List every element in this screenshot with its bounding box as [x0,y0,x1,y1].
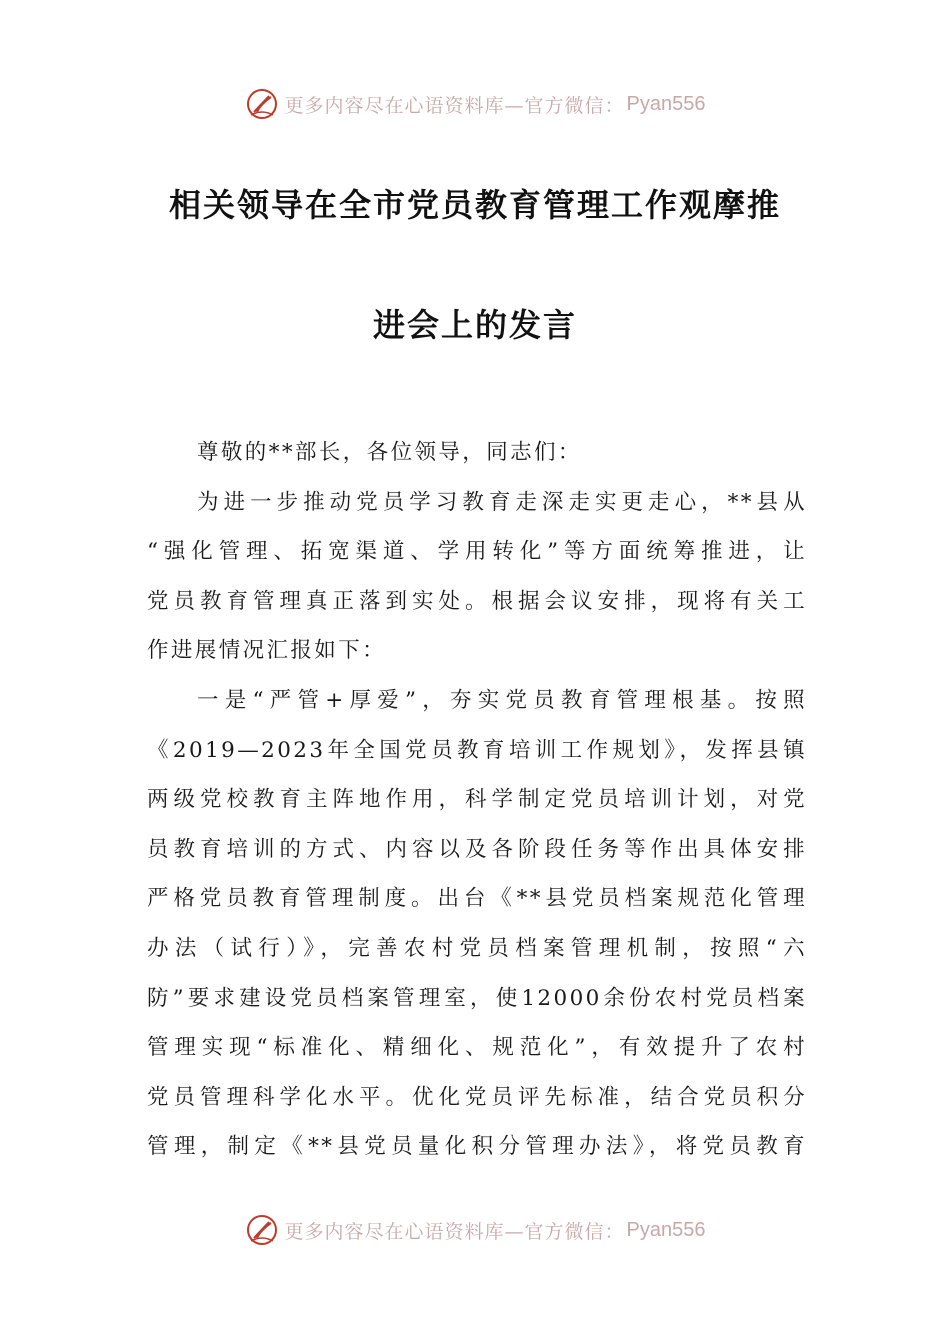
body-line: 作进展情况汇报如下： [147,638,387,664]
body-line: “强化管理、拓宽渠道、学用转化”等方面统筹推进，让 [147,539,807,565]
body-line: 办法（试行）》，完善农村党员档案管理机制，按照“六 [147,935,807,961]
document-body [147,428,807,1172]
body-line: 员教育培训的方式、内容以及各阶段任务等作出具体安排 [147,836,807,862]
watermark-wechat-id: Pyan556 [626,92,706,115]
body-line: 一是“严管+厚爱”，夯实党员教育管理根基。按照 [197,687,807,713]
watermark-text: 更多内容尽在心语资料库—官方微信： [284,94,625,117]
body-line: 尊敬的**部长，各位领导，同志们： [197,440,582,465]
document-title-line-1: 相关领导在全市党员教育管理工作观摩推 [168,186,781,224]
body-line: 党员管理科学化水平。优化党员评先标准，结合党员积分 [147,1084,807,1110]
quill-logo-icon [245,1213,279,1247]
document-title-line-2: 进会上的发言 [372,306,577,344]
body-line: 管理实现“标准化、精细化、规范化”，有效提升了农村 [147,1035,807,1061]
body-line: 严格党员教育管理制度。出台《**县党员档案规范化管理 [147,886,807,912]
footer-watermark-banner [0,1210,950,1250]
body-line: 为进一步推动党员学习教育走深走实更走心，**县从 [197,489,807,515]
watermark-text: 更多内容尽在心语资料库—官方微信： [284,1220,625,1243]
body-line: 防”要求建设党员档案管理室，使12000余份农村党员档案 [147,985,807,1011]
watermark-wechat-id: Pyan556 [626,1218,706,1241]
body-line: 管理，制定《**县党员量化积分管理办法》，将党员教育 [147,1134,807,1160]
quill-logo-icon [245,87,279,121]
header-watermark-banner [0,84,950,124]
body-line: 《2019—2023年全国党员教育培训工作规划》，发挥县镇 [147,737,807,763]
body-line: 党员教育管理真正落到实处。根据会议安排，现将有关工 [147,588,807,614]
body-line: 两级党校教育主阵地作用，科学制定党员培训计划，对党 [147,787,807,813]
